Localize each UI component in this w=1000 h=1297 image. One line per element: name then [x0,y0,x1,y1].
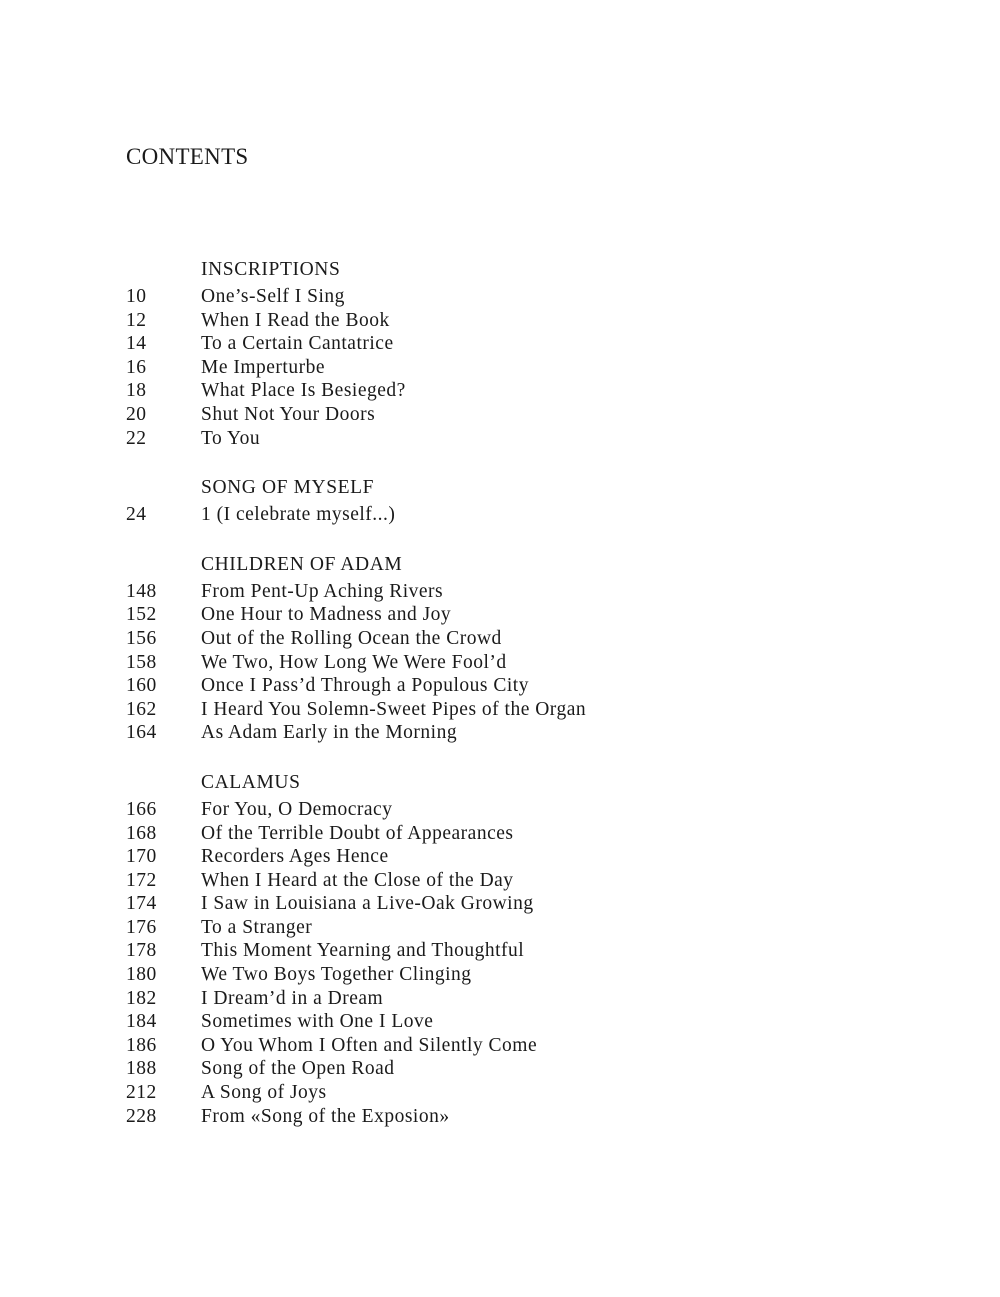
entry-title: I Heard You Solemn-Sweet Pipes of the Organ [201,698,587,720]
entry-title: To You [201,427,261,449]
page-number: 184 [126,1011,157,1033]
section-calamus [126,768,946,1128]
toc-entry [126,627,946,651]
page-number: 164 [126,722,157,744]
section-heading: INSCRIPTIONS [201,259,341,280]
toc-entry [126,309,946,333]
toc-entry [126,674,946,698]
page-number: 180 [126,964,157,986]
page-number: 22 [126,427,147,449]
toc-entry [126,721,946,745]
page-number: 10 [126,286,147,307]
toc-entry [126,939,946,963]
section-children-of-adam [126,550,946,745]
entry-title: Shut Not Your Doors [201,403,376,425]
toc-entry [126,845,946,869]
entry-title: O You Whom I Often and Silently Come [201,1034,538,1056]
toc-entry [126,285,946,309]
entry-title: A Song of Joys [201,1082,327,1104]
page-number: 176 [126,916,157,938]
page-number: 20 [126,403,147,425]
entry-title: We Two, How Long We Were Fool’d [201,651,507,673]
page-title: CONTENTS [126,144,249,169]
toc-entry [126,1034,946,1058]
entry-title: 1 (I celebrate myself...) [201,504,396,526]
section-heading: CHILDREN OF ADAM [201,553,403,575]
entry-title: When I Heard at the Close of the Day [201,869,514,891]
page-number: 152 [126,604,157,626]
page-number: 162 [126,698,157,720]
toc-entry [126,503,946,527]
page-number: 186 [126,1034,157,1056]
page-number: 160 [126,675,157,697]
page-number: 174 [126,893,157,915]
page-number: 12 [126,309,147,331]
page-number: 228 [126,1105,157,1127]
page-number: 178 [126,940,157,962]
entry-title: I Saw in Louisiana a Live-Oak Growing [201,893,534,915]
page-number: 166 [126,798,157,820]
page-number: 18 [126,380,147,402]
toc-entry [126,869,946,893]
toc-entry [126,1081,946,1105]
toc-entry [126,916,946,940]
section-song-of-myself [126,473,946,527]
entry-title: For You, O Democracy [201,798,393,820]
toc-entry [126,603,946,627]
entry-title: Out of the Rolling Ocean the Crowd [201,627,502,649]
toc-entry [126,892,946,916]
toc-entry [126,1057,946,1081]
page-number: 14 [126,333,147,355]
page-number: 212 [126,1082,157,1104]
entry-title: Sometimes with One I Love [201,1011,434,1033]
toc-entry [126,427,946,451]
entry-title: As Adam Early in the Morning [201,722,458,744]
section-heading: CALAMUS [201,771,301,793]
page-number: 148 [126,580,157,602]
table-of-contents [126,255,946,1151]
entry-title: Recorders Ages Hence [201,846,389,868]
toc-entry [126,580,946,604]
entry-title: I Dream’d in a Dream [201,987,384,1009]
page-number: 16 [126,356,147,378]
page-number: 158 [126,651,157,673]
entry-title: One Hour to Madness and Joy [201,604,452,626]
page-number: 24 [126,504,147,526]
page-number: 156 [126,627,157,649]
entry-title: To a Stranger [201,916,313,938]
toc-entry [126,698,946,722]
section-heading: SONG OF MYSELF [201,477,375,499]
entry-title: From Pent-Up Aching Rivers [201,580,444,602]
page-number: 170 [126,846,157,868]
entry-title: When I Read the Book [201,309,390,331]
entry-title: Once I Pass’d Through a Populous City [201,675,529,697]
toc-entry [126,1010,946,1034]
entry-title: Song of the Open Road [201,1058,395,1080]
toc-entry [126,798,946,822]
entry-title: From «Song of the Exposion» [201,1105,450,1127]
entry-title: This Moment Yearning and Thoughtful [201,940,525,962]
toc-entry [126,1105,946,1129]
entry-title: Me Imperturbe [201,356,325,378]
toc-entry [126,987,946,1011]
toc-entry [126,379,946,403]
section-inscriptions [126,255,946,450]
toc-entry [126,651,946,675]
page-number: 168 [126,822,157,844]
toc-entry [126,822,946,846]
toc-entry [126,403,946,427]
entry-title: One’s-Self I Sing [201,286,345,307]
page-number: 188 [126,1058,157,1080]
entry-title: What Place Is Besieged? [201,380,406,402]
toc-entry [126,963,946,987]
page-number: 172 [126,869,157,891]
toc-entry [126,332,946,356]
entry-title: We Two Boys Together Clinging [201,964,472,986]
entry-title: Of the Terrible Doubt of Appearances [201,822,514,844]
toc-entry [126,356,946,380]
page-number: 182 [126,987,157,1009]
entry-title: To a Certain Cantatrice [201,333,394,355]
